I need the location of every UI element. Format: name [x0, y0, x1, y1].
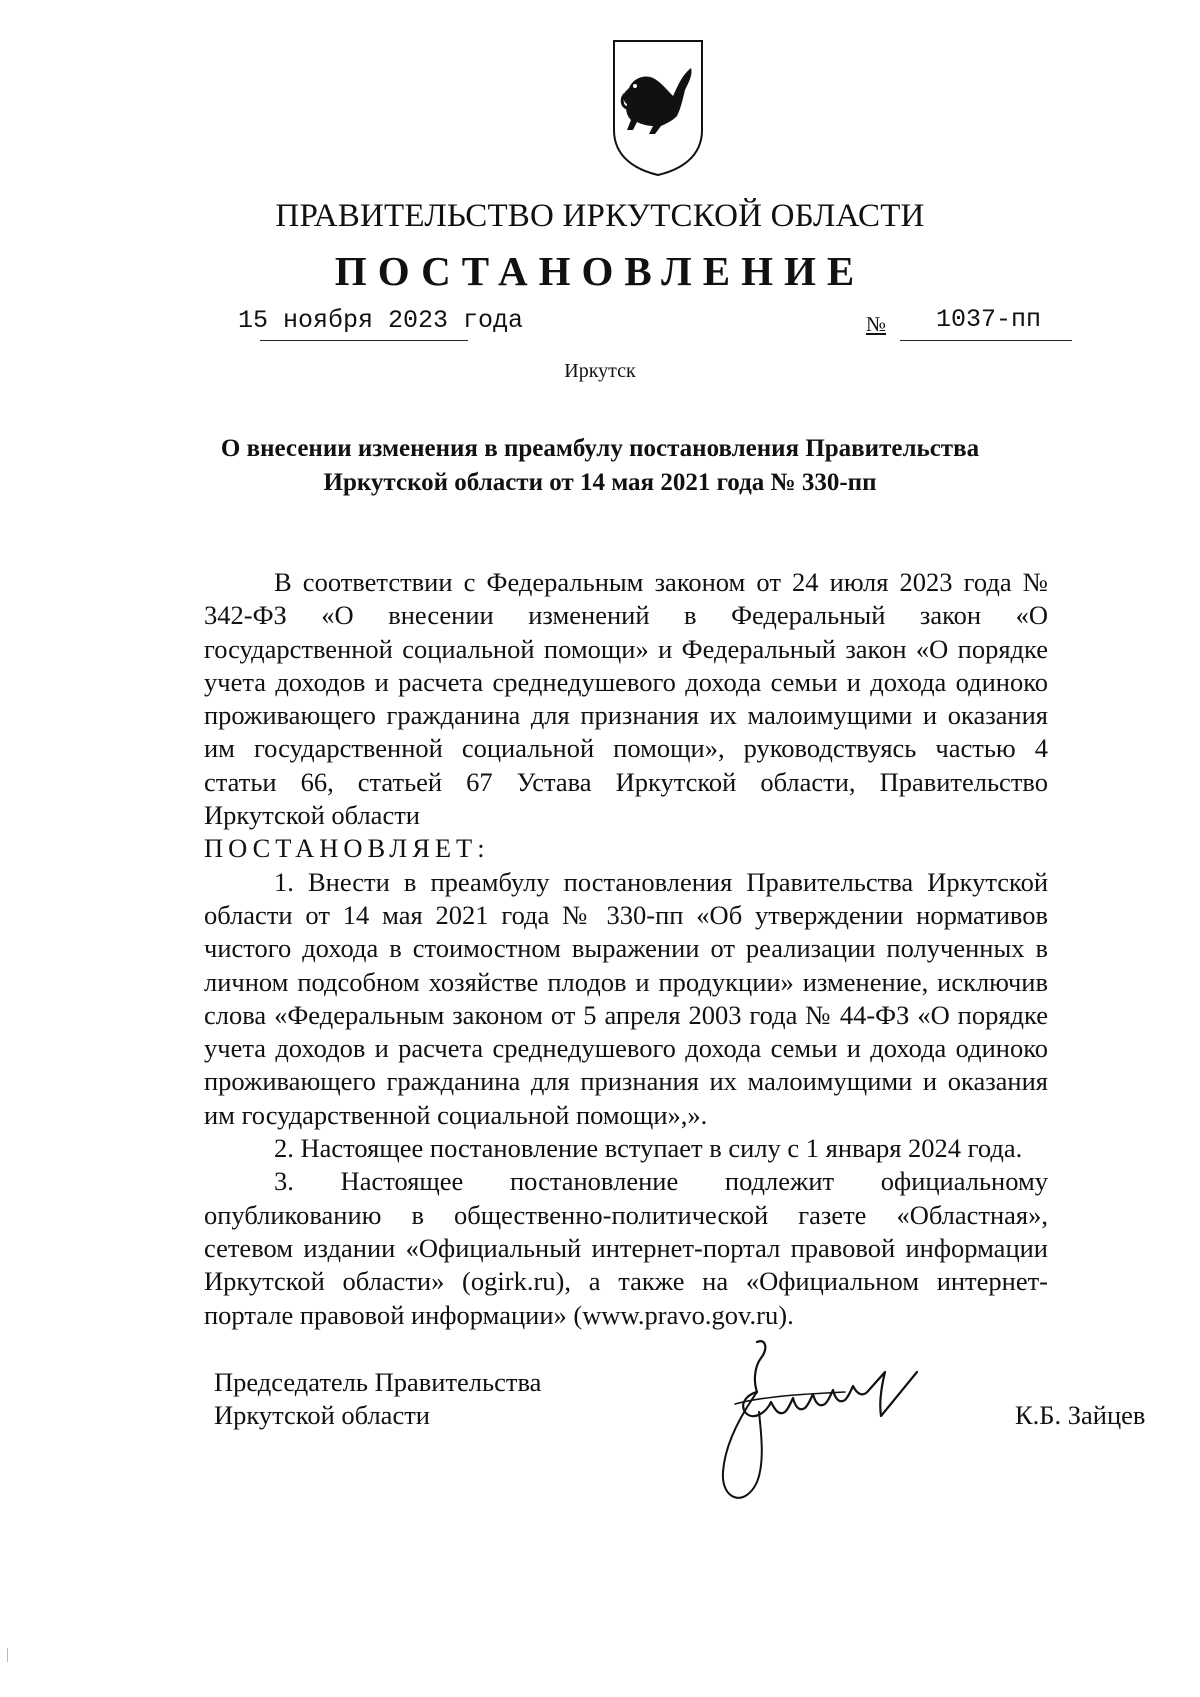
item-1-paragraph: 1. Внести в преамбулу постановления Правительства Иркутской области от 14 мая 2021 года № 330-пп «Об утверждении нормативов чистого дохода в стоимостном выражении от реализации полученных в личном подсобном хозяйстве плодов и продукции» изменение, исключив слова «Федеральным законом от 5 апреля 2003 года № 44-ФЗ «О порядке учета доходов и расчета среднедушевого дохода семьи и дохода одиноко проживающего гражданина для признания их малоимущими и оказания им государственной социальной помощи»,». — [204, 866, 1048, 1130]
city: Иркутск — [564, 360, 636, 382]
title-line-2: Иркутской области от 14 мая 2021 года № 330-пп — [323, 469, 877, 496]
handwritten-signature-icon — [705, 1332, 965, 1512]
document-date: 15 ноября 2023 года — [238, 306, 524, 335]
document-title — [180, 432, 1020, 500]
preamble-paragraph: В соответствии с Федеральным законом от 24 июля 2023 года № 342-ФЗ «О внесении изменений в Федеральный закон «О государственной социальной помощи» и Федеральный закон «О порядке учета доходов и расчета среднедушевого дохода семьи и дохода одиноко проживающего гражданина для признания их малоимущими и оказания им государственной социальной помощи», руководствуясь частью 4 статьи 66, статьей 67 Устава Иркутской области, Правительство Иркутской области — [204, 567, 1048, 831]
government-name: ПРАВИТЕЛЬСТВО ИРКУТСКОЙ ОБЛАСТИ — [275, 198, 925, 234]
document-type: ПОСТАНОВЛЕНИЕ — [334, 248, 866, 294]
item-3-paragraph: 3. Настоящее постановление подлежит официальному опубликованию в общественно-политической газете «Областная», сетевом издании «Официальный интернет-портал правовой информации Иркутской области» (ogirk.ru), а также на «Официальном интернет-портале правовой информации» (www.pravo.gov.ru). — [204, 1166, 1048, 1330]
document-body — [204, 566, 1048, 1332]
irkutsk-coat-of-arms-icon — [611, 38, 705, 177]
date-underline — [260, 340, 468, 341]
title-line-1: О внесении изменения в преамбулу постановления Правительства — [220, 435, 980, 462]
item-2-paragraph: 2. Настоящее постановление вступает в силу с 1 января 2024 года. — [274, 1133, 1023, 1164]
document-number: 1037-пп — [936, 305, 1042, 334]
scan-mark — [7, 1648, 8, 1662]
position-line-1: Председатель Правительства — [214, 1367, 542, 1397]
position-line-2: Иркутской области — [214, 1400, 430, 1430]
signatory-position — [214, 1366, 541, 1432]
resolves-heading: ПОСТАНОВЛЯЕТ: — [204, 833, 490, 864]
number-sign: № — [866, 312, 887, 336]
number-underline — [900, 340, 1072, 341]
signatory-name: К.Б. Зайцев — [1015, 1400, 1146, 1430]
